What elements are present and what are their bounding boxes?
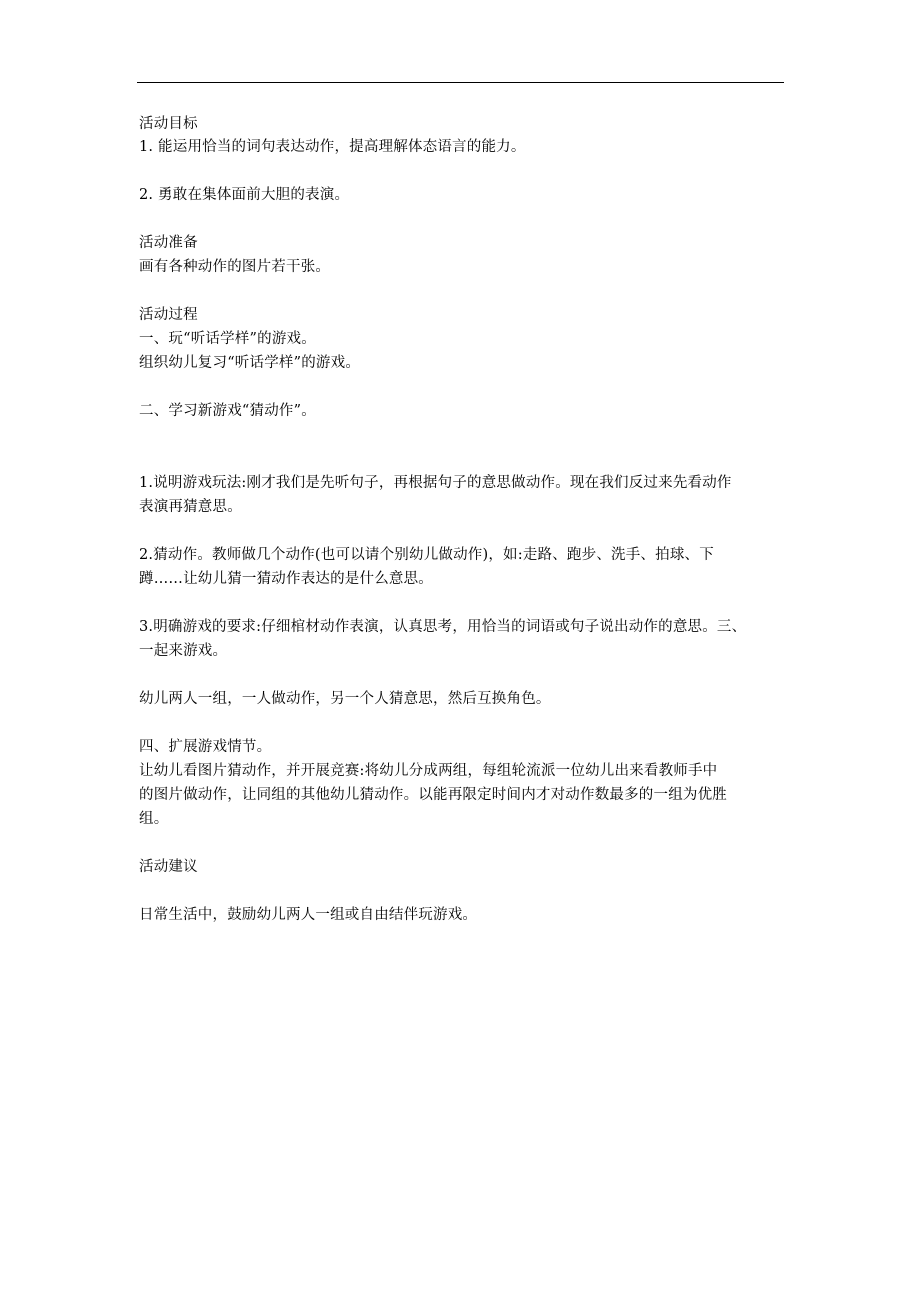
preparation-text: 画有各种动作的图片若干张。 (139, 259, 331, 275)
goal-item-1: 1. 能运用恰当的词句表达动作，提高理解体态语言的能力。 (139, 139, 526, 155)
section-heading-goals: 活动目标 (139, 116, 198, 132)
process-step-4-title: 四、扩展游戏情节。 (139, 739, 272, 755)
paragraph-rules-line-2: 表演再猜意思。 (139, 499, 242, 515)
paragraph-competition-line-1: 让幼儿看图片猜动作，并开展竞赛:将幼儿分成两组，每组轮流派一位幼儿出来看教师手中 (139, 763, 718, 779)
process-step-1-title: 一、玩“听话学样”的游戏。 (139, 331, 316, 347)
paragraph-requirements-line-2: 一起来游戏。 (139, 643, 228, 659)
section-heading-preparation: 活动准备 (139, 235, 198, 251)
paragraph-competition-line-2: 的图片做动作，让同组的其他幼儿猜动作。以能再限定时间内才对动作数最多的一组为优胜 (139, 787, 727, 803)
paragraph-competition-line-3: 组。 (139, 811, 169, 827)
header-rule (137, 82, 784, 83)
process-step-1-text: 组织幼儿复习“听话学样”的游戏。 (139, 355, 361, 371)
paragraph-guess-line-2: 蹲……让幼儿猜一猜动作表达的是什么意思。 (139, 571, 433, 587)
process-step-2-title: 二、学习新游戏“猜动作”。 (139, 403, 316, 419)
goal-item-2: 2. 勇敢在集体面前大胆的表演。 (139, 187, 350, 203)
section-heading-suggestions: 活动建议 (139, 859, 198, 875)
section-heading-process: 活动过程 (139, 307, 198, 323)
suggestions-text: 日常生活中，鼓励幼儿两人一组或自由结伴玩游戏。 (139, 907, 478, 923)
paragraph-guess-line-1: 2.猜动作。教师做几个动作(也可以请个别幼儿做动作)，如:走路、跑步、洗手、拍球、下 (139, 547, 714, 563)
paragraph-requirements-line-1: 3.明确游戏的要求:仔细棺材动作表演，认真思考，用恰当的词语或句子说出动作的意思。三、 (139, 619, 747, 635)
paragraph-rules-line-1: 1.说明游戏玩法:刚才我们是先听句子，再根据句子的意思做动作。现在我们反过来先看动作 (139, 475, 732, 491)
paragraph-pairs: 幼儿两人一组，一人做动作，另一个人猜意思，然后互换角色。 (139, 691, 551, 707)
